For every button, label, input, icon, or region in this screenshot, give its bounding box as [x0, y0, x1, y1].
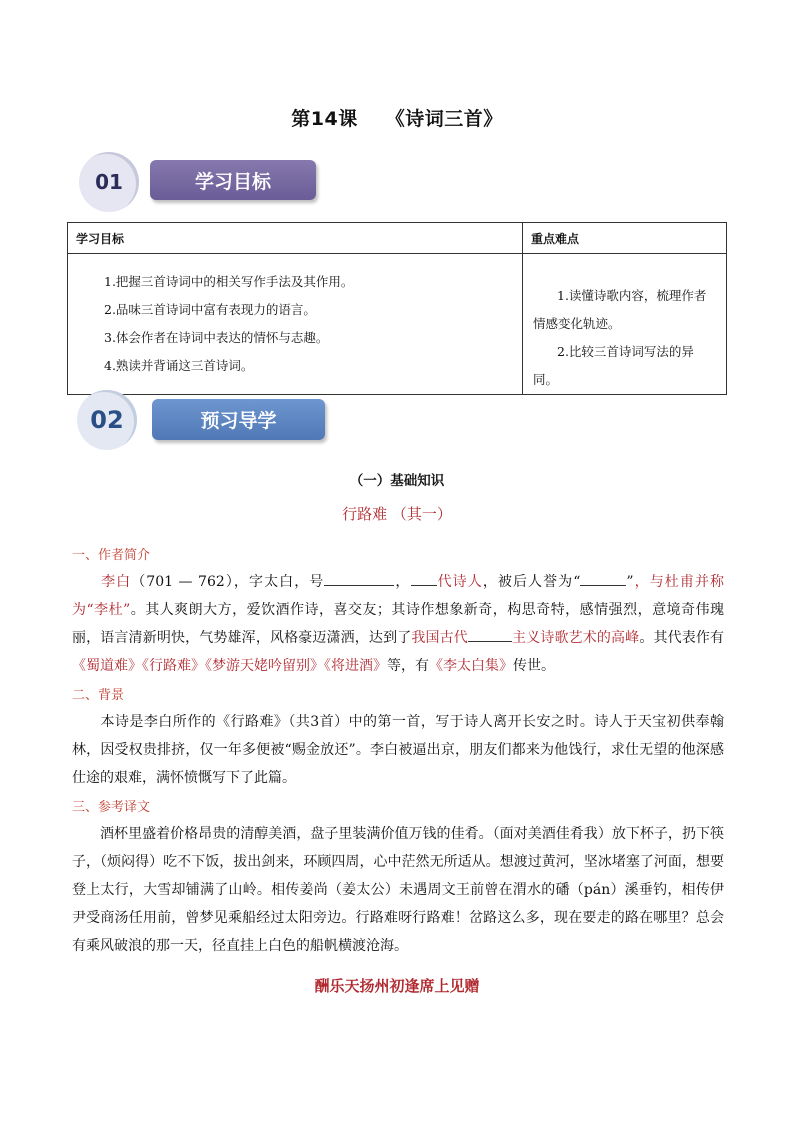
page-title	[0, 104, 794, 131]
goal-item: 1.把握三首诗词中的相关写作手法及其作用。	[104, 274, 354, 289]
goal-item: 2.品味三首诗词中富有表现力的语言。	[104, 302, 316, 317]
basic-knowledge-heading: （一）基础知识	[349, 473, 445, 489]
goals-column-header: 学习目标	[68, 223, 523, 254]
section-number-badge: 02	[77, 390, 137, 450]
difficulty-item: 2.比较三首诗词写法的异同。	[533, 344, 694, 387]
fill-blank	[580, 585, 626, 586]
lesson-number: 第14课	[291, 108, 358, 130]
goal-item: 4.熟读并背诵这三首诗词。	[104, 358, 254, 373]
translation-heading: 三、参考译文	[72, 800, 151, 815]
fill-blank	[411, 585, 437, 586]
section-number-badge: 01	[79, 152, 139, 212]
poem-title-xinglunan: 行路难 （其一）	[342, 505, 452, 523]
section-title-preview: 预习导学	[152, 399, 325, 440]
goals-cell	[68, 254, 523, 395]
fill-blank	[468, 641, 512, 642]
translation-paragraph: 酒杯里盛着价格昂贵的清醇美酒，盘子里装满价值万钱的佳肴。（面对美酒佳肴我）放下杯子，扔下筷子，（烦闷得）吃不下饭，拔出剑来，环顾四周，心中茫然无所适从。想渡过黄河，坚冰堵塞了河面，想要登上太行，大雪却铺满了山岭。相传姜尚（姜太公）未遇周文王前曾在渭水的磻（pán）溪垂钓，相传伊尹受商汤任用前，曾梦见乘船经过太阳旁边。行路难呀行路难！岔路这么多，现在要走的路在哪里？总会有乘风破浪的那一天，径直挂上白色的船帆横渡沧海。	[72, 826, 724, 954]
difficulties-cell	[523, 254, 727, 395]
author-name: 李白	[100, 574, 132, 590]
difficulty-item: 1.读懂诗歌内容，梳理作者情感变化轨迹。	[533, 288, 707, 331]
background-paragraph: 本诗是李白所作的《行路难》（共3首）中的第一首，写于诗人离开长安之时。诗人于天宝初供奉翰林，因受权贵排挤，仅一年多便被“赐金放还”。李白被逼出京，朋友们都来为他饯行，求仕无望的他深感仕途的艰难，满怀愤慨写下了此篇。	[72, 714, 724, 786]
section-title-learning-goals: 学习目标	[150, 160, 316, 200]
author-paragraph: 李白（701 — 762），字太白，号 ， 代诗人，被后人誉为“ ”，与杜甫并称为“李杜”。其人爽朗大方，爱饮酒作诗，喜交友；其诗作想象新奇，构思奇特，感情强烈，意境奇伟瑰丽，语言清新明快，气势雄浑，风格豪迈潇洒，达到了我国古代 主义诗歌艺术的高峰。其代表作有《蜀道难》《行路难》《梦游天姥吟留别》《将进酒》等，有《李太白集》传世。	[72, 574, 725, 674]
background-heading: 二、背景	[72, 688, 125, 703]
poem-title-choulet: 酬乐天扬州初逢席上见赠	[314, 977, 480, 995]
fill-blank	[324, 585, 394, 586]
goals-table	[67, 222, 727, 395]
author-heading: 一、作者简介	[72, 548, 151, 563]
poem-set-title: 《诗词三首》	[385, 108, 503, 130]
goal-item: 3.体会作者在诗词中表达的情怀与志趣。	[104, 330, 329, 345]
difficulties-column-header: 重点难点	[523, 223, 727, 254]
